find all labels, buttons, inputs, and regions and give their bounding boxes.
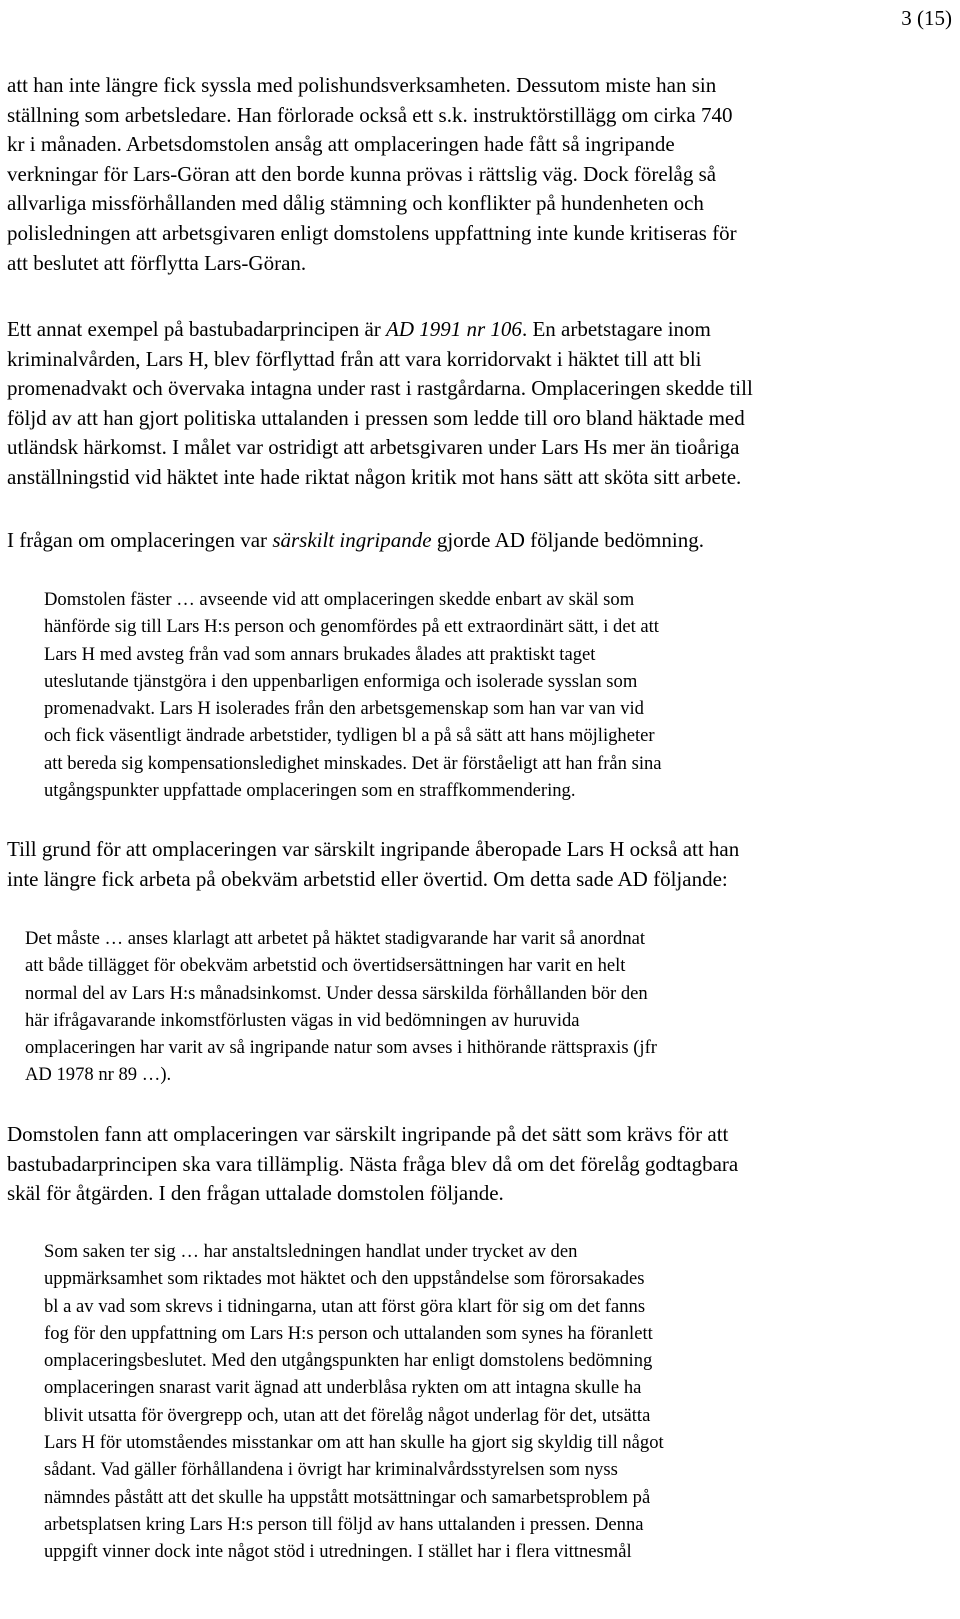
paragraph-overtime-argument: Till grund för att omplaceringen var särskilt ingripande åberopade Lars H också att han inte längre fick arbeta på obekväm arbetstid eller övertid. Om detta sade AD följande: — [7, 837, 740, 891]
paragraph-lead: Ett annat exempel på bastubadarprincipen är — [7, 317, 387, 341]
paragraph-rest: gjorde AD följande bedömning. — [431, 528, 704, 552]
paragraph-lars-goran-case: att han inte längre fick syssla med polishundsverksamheten. Dessutom miste han sin ställning som arbetsledare. Han förlorade också ett s.k. instruktörstillägg om cirka 740 kr i månaden. Arbetsdomstolen ansåg att omplaceringen hade fått så ingripande verkningar för Lars-Göran att den borde kunna prövas i rättslig väg. Dock förelåg så allvarliga missförhållanden med dålig stämning och konflikter på hundenheten och polisledningen att arbetsgivaren enligt domstolens uppfattning inte kunde kritiseras för att beslutet att förflytta Lars-Göran. — [7, 73, 737, 275]
paragraph-ad-1991-example — [7, 315, 951, 493]
block-quote-management-pressure: Som saken ter sig … har anstaltsledningen handlat under trycket av den uppmärksamhet som riktades mot häktet och den uppståndelse som förorsakades bl a av vad som skrevs i tidningarna, utan att först göra klart för sig om det fanns fog för den uppfattning om Lars H:s person och uttalanden som synes ha föranlett omplaceringsbeslutet. Med den utgångspunkten har enligt domstolens bedömning omplaceringen snarast varit ägnad att underblåsa rykten om att intagna skulle ha blivit utsatta för övergrepp och, utan att det förelåg något underlag för det, utsätta Lars H för utomståendes misstankar om att han skulle ha gjort sig skyldig till något sådant. Vad gäller förhållandena i övrigt har kriminalvårdsstyrelsen som nyss nämndes påstått att det skulle ha uppstått motsättningar och samarbetsproblem på arbetsplatsen kring Lars H:s person till följd av hans uttalanden i pressen. Denna uppgift vinner dock inte något stöd i utredningen. I stället har i flera vittnesmål — [44, 1241, 664, 1563]
case-reference: AD 1991 nr 106 — [386, 317, 522, 341]
paragraph-assessment-intro — [7, 526, 951, 556]
paragraph-court-conclusion: Domstolen fann att omplaceringen var särskilt ingripande på det sätt som krävs för att bastubadarprincipen ska vara tillämplig. Nästa fråga blev då om det förelåg godtagbara skäl för åtgärden. I den frågan uttalade domstolen följande. — [7, 1122, 739, 1206]
block-quote-income-loss: Det måste … anses klarlagt att arbetet på häktet stadigvarande har varit så anordnat att både tillägget för obekväm arbetstid och övertidsersättningen har varit en helt normal del av Lars H:s månadsinkomst. Under dessa särskilda förhållanden bör den här ifrågavarande inkomstförlusten vägas in vid bedömningen av huruvida omplaceringen har varit av så ingripande natur som avses i hithörande rättspraxis (jfr AD 1978 nr 89 …). — [25, 928, 657, 1086]
paragraph-rest: . En arbetstagare inom kriminalvården, Lars H, blev förflyttad från att vara korridorvakt i häktet till att bli promenadvakt och övervaka intagna under rast i rastgårdarna. Omplaceringen skedde till följd av att han gjort politiska uttalanden i pressen som ledde till oro bland häktade med utländsk härkomst. I målet var ostridigt att arbetsgivaren under Lars Hs mer än tioåriga anställningstid vid häktet inte hade riktat någon kritik mot hans sätt att sköta sitt arbete. — [7, 317, 753, 489]
block-quote-court-assessment: Domstolen fäster … avseende vid att omplaceringen skedde enbart av skäl som hänförde sig till Lars H:s person och genomfördes på ett extraordinärt sätt, i det att Lars H med avsteg från vad som annars brukades ålades att praktiskt taget uteslutande tjänstgöra i den uppenbarligen enformiga och isolerade sysslan som promenadvakt. Lars H isolerades från den arbetsgemenskap som han var van vid och fick väsentligt ändrade arbetstider, tydligen bl a på så sätt att hans möjligheter att bereda sig kompensationsledighet minskades. Det är förståeligt att han från sina utgångspunkter uppfattade omplaceringen som en straffkommendering. — [44, 589, 662, 802]
emphasized-term: särskilt ingripande — [272, 528, 432, 552]
page-number: 3 (15) — [901, 6, 952, 30]
paragraph-lead: I frågan om omplaceringen var — [7, 528, 273, 552]
